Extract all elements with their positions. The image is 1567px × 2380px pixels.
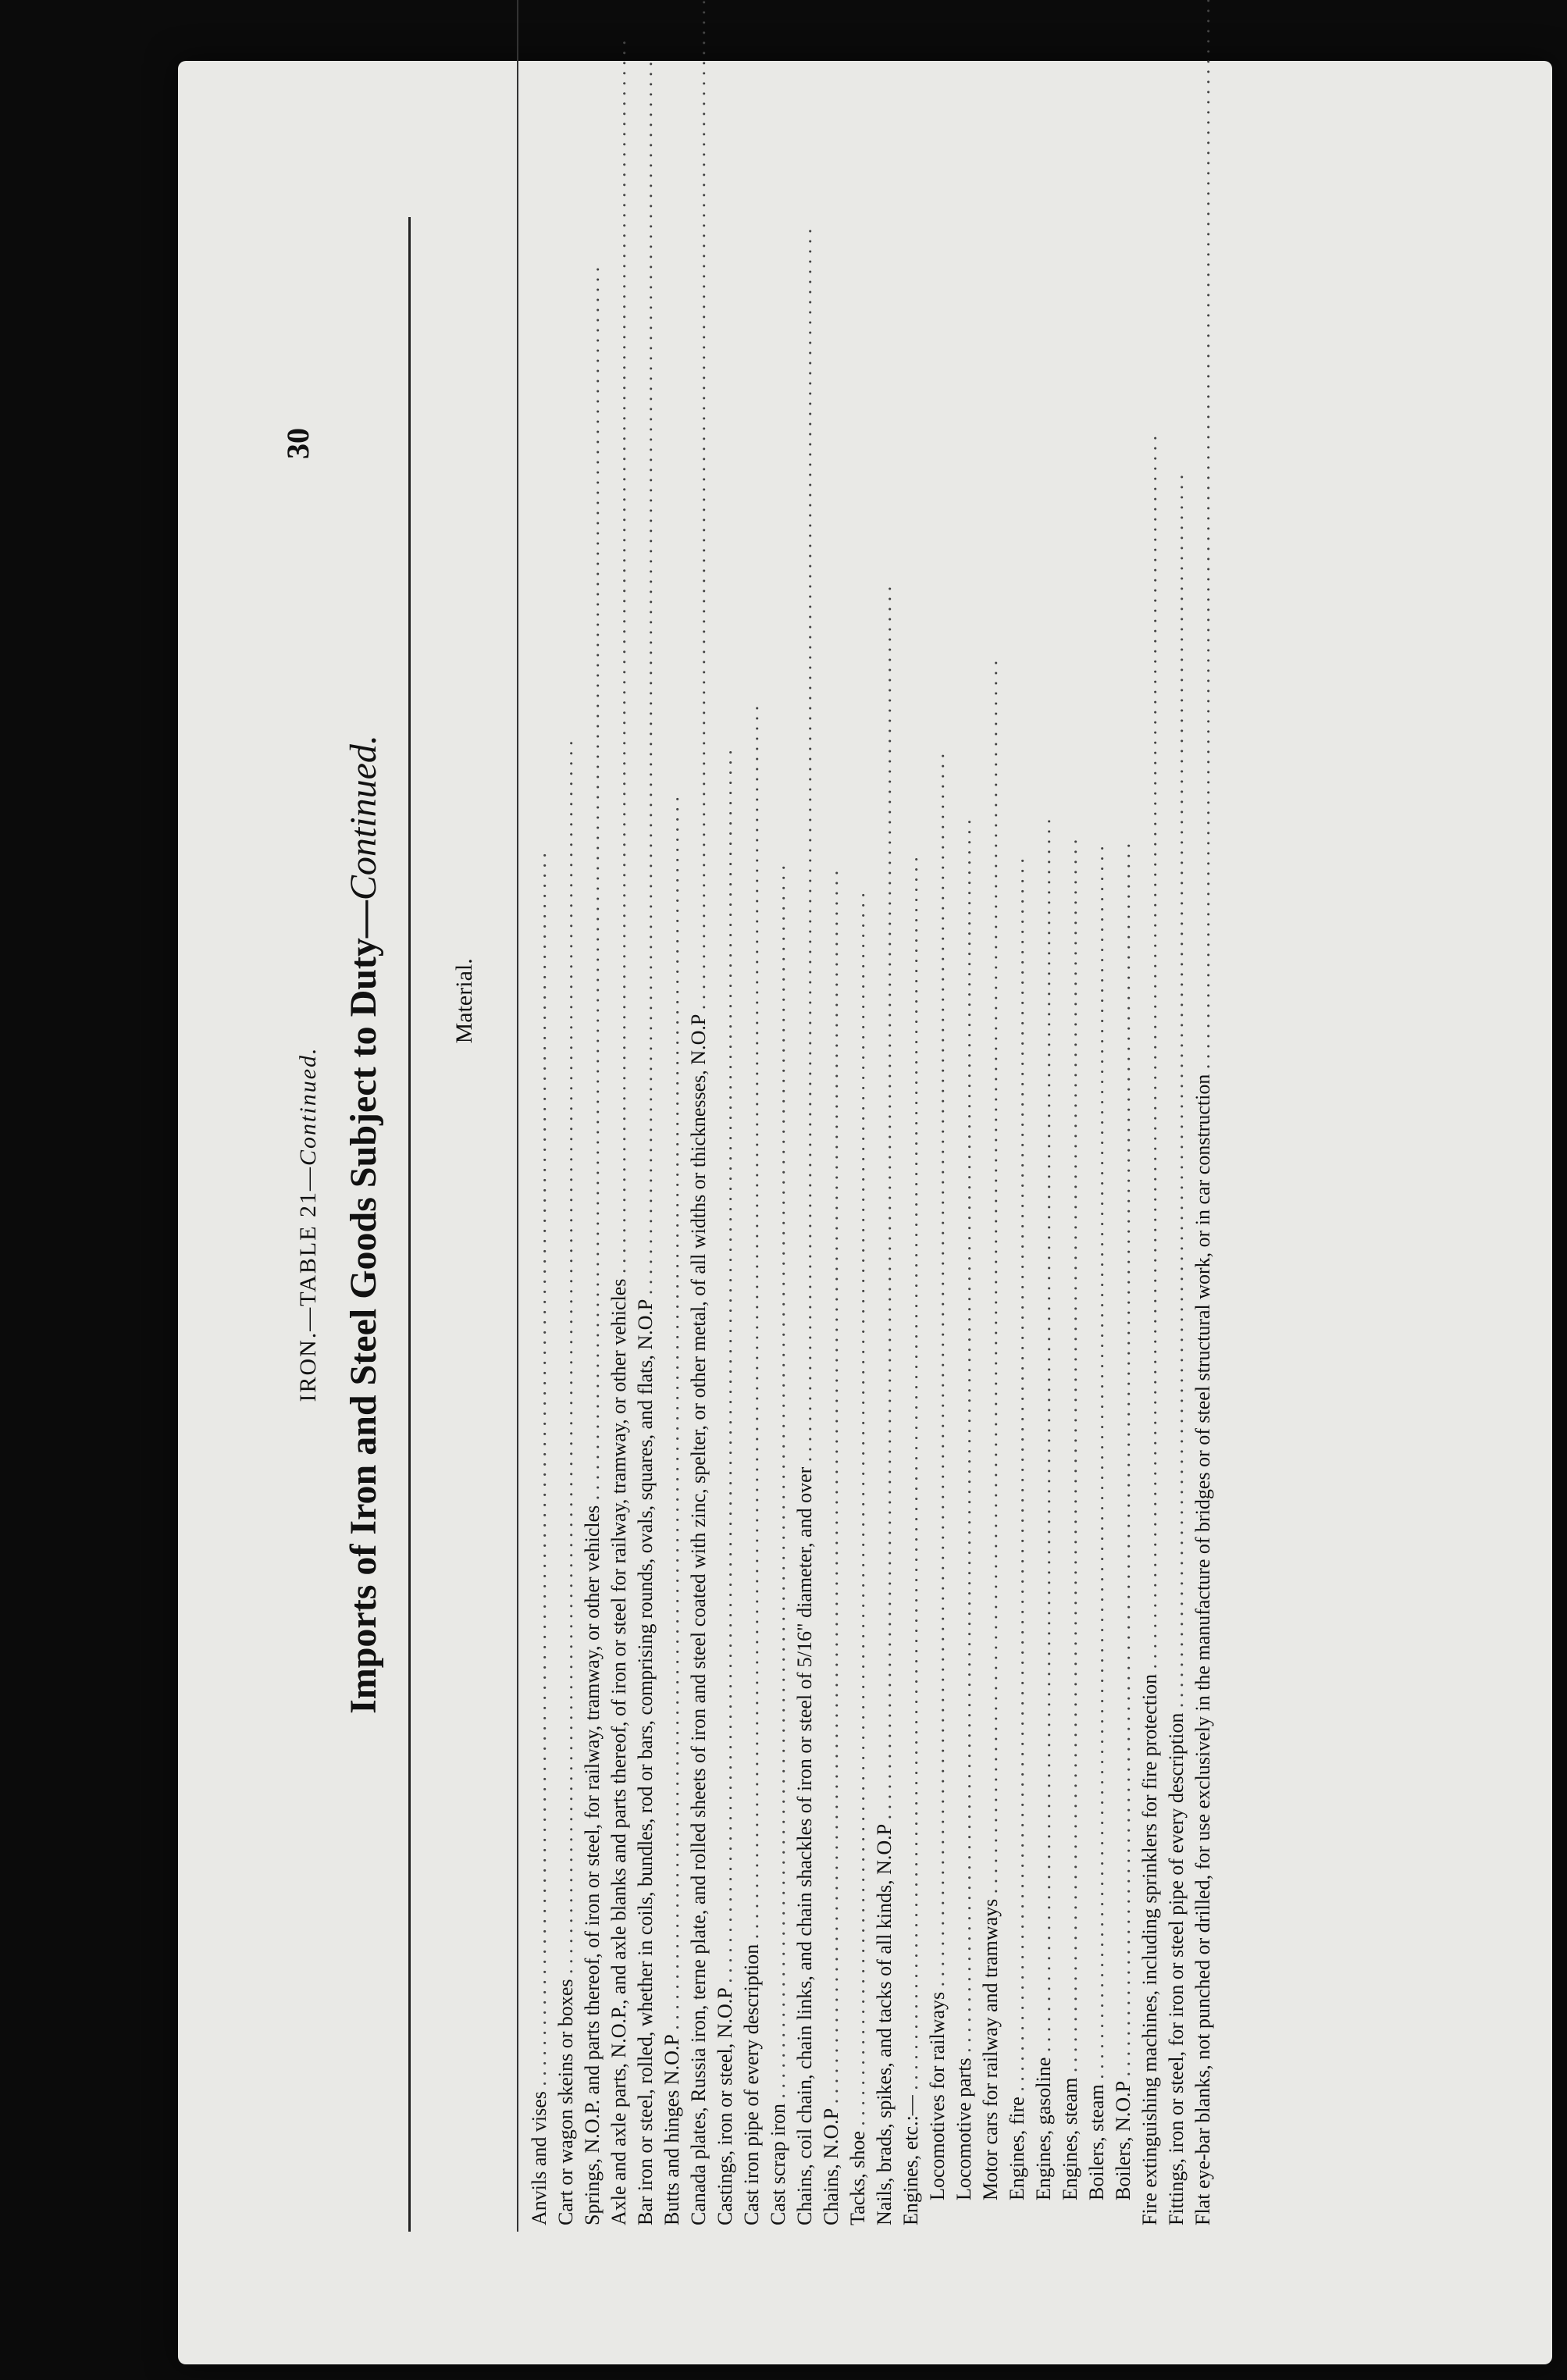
material-cell-text: Engines, fire xyxy=(1006,2097,1028,2200)
table-row xyxy=(924,0,951,2232)
material-cell-text: Axle and axle parts, N.O.P., and axle blanks and parts thereof, of iron or steel for railway, tramway, or other vehicles xyxy=(607,1278,630,2225)
table-row xyxy=(1004,0,1031,2232)
leader-dots xyxy=(1138,436,1161,1674)
material-cell xyxy=(1004,0,1031,2232)
table-row xyxy=(1031,0,1057,2232)
material-cell xyxy=(765,0,792,2232)
leader-dots xyxy=(740,706,763,1944)
material-cell-text: Springs, N.O.P. and parts thereof, of iron or steel, for railway, tramway, or other vehicles xyxy=(581,1505,604,2225)
material-cell-text: Boilers, N.O.P xyxy=(1112,2081,1134,2200)
table-row xyxy=(606,0,632,2232)
leader-dots xyxy=(846,892,869,2131)
leader-dots xyxy=(687,0,710,1015)
leader-dots xyxy=(767,865,789,2104)
table-row xyxy=(845,0,871,2232)
material-cell-text: Motor cars for railway and tramways xyxy=(979,1898,1002,2200)
material-cell-text: Chains, coil chain, chain links, and chain shackles of iron or steel of 5/16" diameter, and over xyxy=(793,1466,816,2225)
title-text: Imports of Iron and Steel Goods Subject to Duty— xyxy=(343,900,384,1714)
material-cell-text: Butts and hinges N.O.P xyxy=(661,2035,683,2225)
material-cell xyxy=(553,0,579,2232)
material-cell xyxy=(712,0,739,2232)
material-cell xyxy=(1190,0,1216,2232)
leader-dots xyxy=(1085,846,1108,2084)
table-row xyxy=(1057,0,1084,2232)
page-title xyxy=(342,170,385,2278)
table-row xyxy=(1190,0,1216,2232)
material-cell xyxy=(579,0,606,2232)
leader-dots xyxy=(1059,839,1081,2078)
leader-dots xyxy=(953,819,975,2058)
material-cell xyxy=(1243,0,1270,2232)
col-material-header: Material. xyxy=(412,0,518,2232)
leader-dots xyxy=(1032,819,1055,2058)
material-cell-text: Fittings, iron or steel, for iron or steel pipe of every description xyxy=(1165,1712,1188,2225)
header-row-groups xyxy=(412,0,486,2232)
table-row xyxy=(632,0,659,2232)
leader-dots xyxy=(1191,0,1214,1074)
table-label-continued: Continued. xyxy=(295,1046,321,1166)
scanned-page xyxy=(178,61,1552,2364)
table-row xyxy=(518,0,553,2232)
table-row xyxy=(765,0,792,2232)
leader-dots xyxy=(1006,858,1028,2097)
material-cell xyxy=(978,0,1004,2232)
leader-dots xyxy=(714,750,736,1988)
table-row xyxy=(978,0,1004,2232)
table-row xyxy=(951,0,978,2232)
material-cell-text: Bar iron or steel, rolled, whether in coils, bundles, rod or bars, comprising rounds, ovals, squares, and flats, N.O.P xyxy=(634,1299,657,2225)
table-row xyxy=(659,0,686,2232)
title-continued: Continued. xyxy=(343,735,384,901)
material-cell-text: Cast scrap iron xyxy=(767,2104,789,2225)
leader-dots xyxy=(979,661,1002,1899)
imports-table xyxy=(412,0,1270,2232)
material-cell-text: Anvils and vises xyxy=(528,2091,550,2225)
material-cell xyxy=(792,0,818,2232)
material-cell xyxy=(518,0,553,2232)
material-cell-text: Fire extinguishing machines, including sprinklers for fire protection xyxy=(1138,1673,1161,2225)
leader-dots xyxy=(926,754,949,1992)
table-row xyxy=(898,0,924,2232)
table-row xyxy=(1243,0,1270,2232)
material-cell xyxy=(1084,0,1110,2232)
table-row xyxy=(871,0,898,2232)
material-cell xyxy=(1216,0,1243,2232)
material-cell-text: Canada plates, Russia iron, terne plate, and rolled sheets of iron and steel coated with zinc, spelter, or other metal, of all widths or thicknesses, N.O.P xyxy=(687,1014,710,2225)
leader-dots xyxy=(793,229,816,1467)
table-row xyxy=(712,0,739,2232)
material-cell-text: Boilers, steam xyxy=(1085,2084,1108,2200)
table-row xyxy=(1163,0,1190,2232)
table-label-text: IRON.—TABLE 21— xyxy=(295,1165,321,1402)
material-cell-text: Nails, brads, spikes, and tacks of all kinds, N.O.P xyxy=(873,1824,896,2225)
material-cell-text: Locomotive parts xyxy=(953,2058,975,2200)
material-cell xyxy=(686,0,712,2232)
material-cell-text: Flat eye-bar blanks, not punched or drilled, for use exclusively in the manufacture of bridges or of steel structural work, or in car construction xyxy=(1191,1074,1214,2225)
table-row xyxy=(686,0,712,2232)
material-cell-text: Engines, etc.:— xyxy=(899,2095,922,2225)
material-cell-text: Cart or wagon skeins or boxes xyxy=(554,1979,577,2225)
material-cell xyxy=(845,0,871,2232)
table-row xyxy=(1110,0,1137,2232)
leader-dots xyxy=(1112,843,1134,2082)
material-cell-text: Chains, N.O.P xyxy=(820,2108,842,2225)
top-rule xyxy=(408,217,411,2232)
material-cell-text: Engines, gasoline xyxy=(1032,2057,1055,2200)
material-cell-text: Cast iron pipe of every description xyxy=(740,1944,763,2225)
material-cell xyxy=(951,0,978,2232)
leader-dots xyxy=(661,796,683,2035)
table-row xyxy=(1084,0,1110,2232)
table-row xyxy=(1216,0,1243,2232)
material-cell xyxy=(1110,0,1137,2232)
leader-dots xyxy=(554,740,577,1979)
material-cell xyxy=(1031,0,1057,2232)
material-cell-text: Tacks, shoe xyxy=(846,2131,869,2225)
material-cell xyxy=(818,0,845,2232)
material-cell-text: Castings, iron or steel, N.O.P xyxy=(714,1988,736,2225)
table-row xyxy=(818,0,845,2232)
leader-dots xyxy=(820,871,842,2109)
table-row xyxy=(1137,0,1163,2232)
table-row xyxy=(553,0,579,2232)
material-cell xyxy=(871,0,898,2232)
material-cell xyxy=(1057,0,1084,2232)
material-cell-text: Engines, steam xyxy=(1059,2077,1081,2200)
material-cell xyxy=(739,0,765,2232)
table-row xyxy=(579,0,606,2232)
material-cell xyxy=(924,0,951,2232)
material-cell xyxy=(1137,0,1163,2232)
rotated-page-content xyxy=(280,170,1388,2278)
material-cell xyxy=(659,0,686,2232)
leader-dots xyxy=(1165,475,1188,1713)
leader-dots xyxy=(873,586,896,1825)
material-cell xyxy=(606,0,632,2232)
table-row xyxy=(792,0,818,2232)
page-number: 30 xyxy=(280,428,315,459)
material-cell xyxy=(632,0,659,2232)
table-label xyxy=(295,170,322,2278)
material-cell-text: Locomotives for railways xyxy=(926,1991,949,2200)
material-cell xyxy=(1163,0,1190,2232)
table-body xyxy=(518,0,1270,2232)
leader-dots xyxy=(581,267,604,1505)
leader-dots xyxy=(899,857,922,2095)
table-row xyxy=(739,0,765,2232)
material-cell xyxy=(898,0,924,2232)
leader-dots xyxy=(634,62,657,1300)
leader-dots xyxy=(528,853,550,2091)
leader-dots xyxy=(607,41,630,1279)
